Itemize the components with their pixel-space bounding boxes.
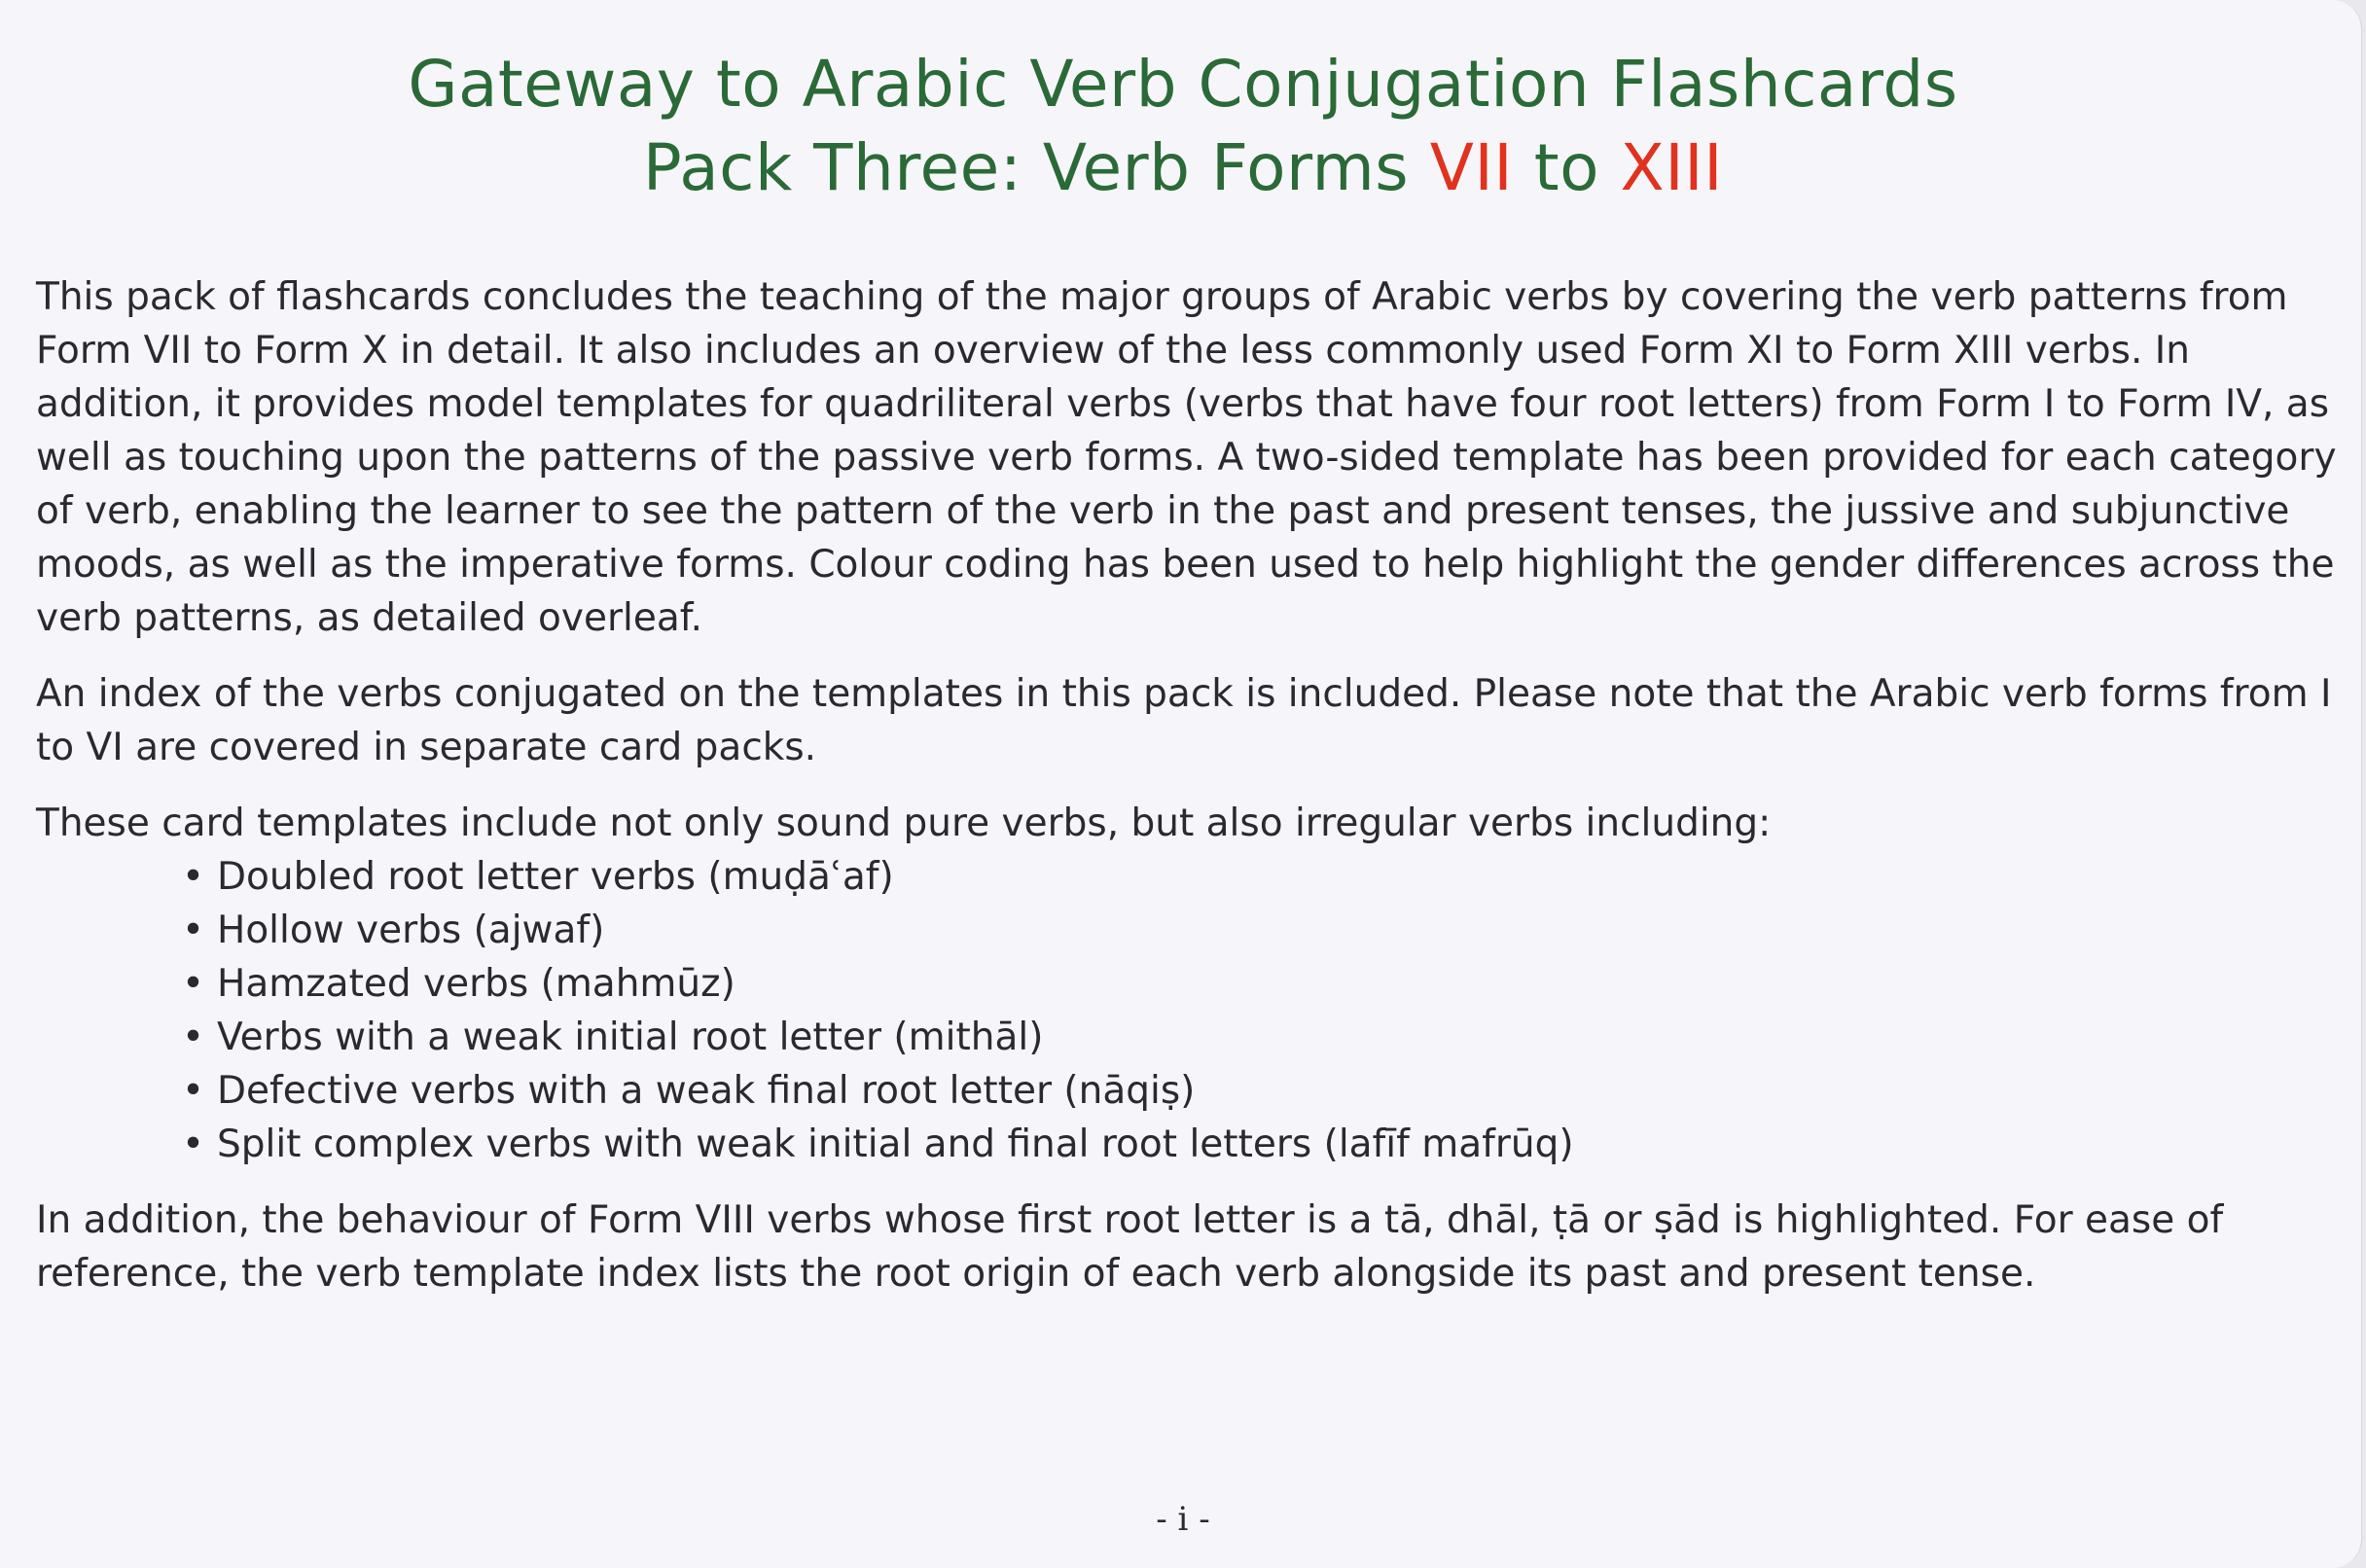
list-item: • Defective verbs with a weak final root letter (nāqiṣ): [182, 1064, 2351, 1118]
index-paragraph: An index of the verbs conjugated on the templates in this pack is included. Please note that the Arabic verb forms from I to VI are covered in separate card packs.: [36, 672, 2332, 769]
closing-paragraph: In addition, the behaviour of Form VIII verbs whose first root letter is a tā, dhāl, ṭā or ṣād is highlighted. For ease of reference, the verb template index lists the root origin of each verb alongside its past and present tense.: [36, 1198, 2224, 1296]
list-item: • Verbs with a weak initial root letter (mithāl): [182, 1011, 2351, 1064]
list-item: • Hollow verbs (ajwaf): [182, 904, 2351, 957]
list-item: • Split complex verbs with weak initial and final root letters (lafīf mafrūq): [182, 1118, 2351, 1171]
page-title: [0, 43, 2366, 210]
irregular-verbs-list: [36, 850, 2351, 1171]
roman-numeral-from: VII: [1429, 130, 1514, 205]
list-item: • Doubled root letter verbs (muḍāʿaf): [182, 850, 2351, 904]
title-line-1: Gateway to Arabic Verb Conjugation Flashcards: [408, 47, 1958, 122]
page-number: - i -: [1156, 1500, 1210, 1539]
title-line-2: [0, 126, 2366, 210]
intro-paragraph: This pack of flashcards concludes the teaching of the major groups of Arabic verbs by covering the verb patterns from Form VII to Form X in detail. It also includes an overview of the less commonly used Form XI to Form XIII verbs. In addition, it provides model templates for quadriliteral verbs (verbs that have four root letters) from Form I to Form IV, as well as touching upon the patterns of the passive verb forms. A two-sided template has been provided for each category of verb, enabling the learner to see the pattern of the verb in the past and present tenses, the jussive and subjunctive moods, as well as the imperative forms. Colour coding has been used to help highlight the gender differences across the verb patterns, as detailed overleaf.: [36, 275, 2337, 640]
title-line-2-mid: to: [1513, 130, 1621, 205]
list-item: • Hamzated verbs (mahmūz): [182, 957, 2351, 1011]
roman-numeral-to: XIII: [1620, 130, 1724, 205]
title-line-2-prefix: Pack Three: Verb Forms: [642, 130, 1430, 205]
body-text: [36, 270, 2351, 1323]
irregular-verbs-lead: These card templates include not only sound pure verbs, but also irregular verbs including:: [36, 802, 1772, 845]
